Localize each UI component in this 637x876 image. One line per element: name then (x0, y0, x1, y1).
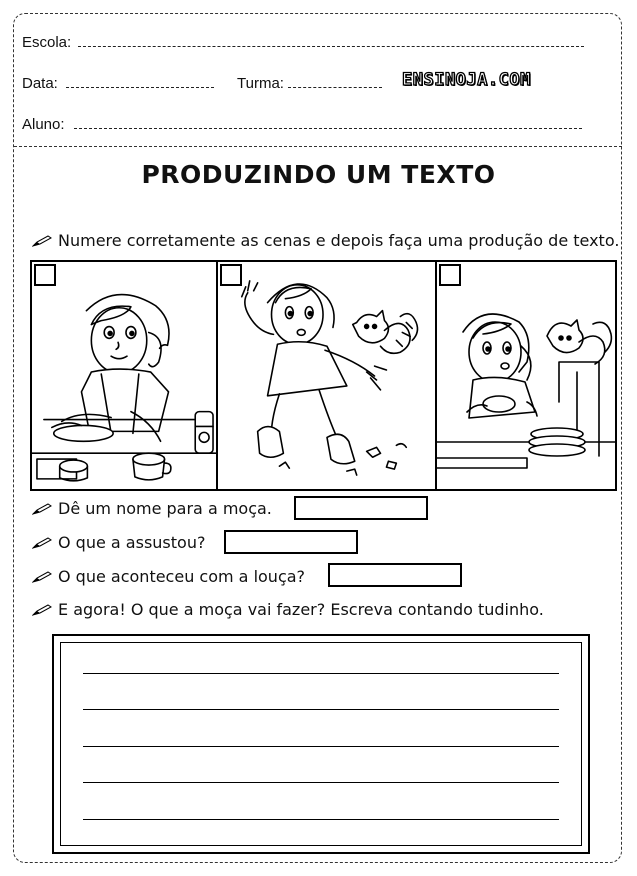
scenes-strip (30, 260, 617, 491)
pencil-icon (32, 235, 52, 247)
question-1 (32, 499, 272, 518)
question-4-text: E agora! O que a moça vai fazer? Escreva contando tudinho. (58, 600, 544, 619)
pencil-icon (32, 571, 52, 583)
instruction (32, 231, 619, 250)
page-title: PRODUZINDO UM TEXTO (141, 160, 496, 189)
scene-1-illustration (32, 262, 216, 489)
scene-3 (437, 262, 615, 489)
site-logo: ENSINOJA.COM (402, 70, 531, 90)
name-answer-box[interactable] (294, 496, 428, 520)
instruction-text: Numere corretamente as cenas e depois faça uma produção de texto. (58, 231, 620, 250)
date-field[interactable] (66, 87, 214, 88)
scene-3-illustration (437, 262, 615, 489)
scene-2 (218, 262, 437, 489)
question-1-text: Dê um nome para a moça. (58, 499, 272, 518)
writing-line[interactable] (83, 782, 559, 783)
pencil-icon (32, 503, 52, 515)
question-2 (32, 533, 205, 552)
question-3-text: O que aconteceu com a louça? (58, 567, 306, 586)
pencil-icon (32, 537, 52, 549)
pencil-icon (32, 604, 52, 616)
scene-1 (32, 262, 218, 489)
scene-2-number-box[interactable] (220, 264, 242, 286)
writing-line[interactable] (83, 819, 559, 820)
question-2-text: O que a assustou? (58, 533, 206, 552)
question-3 (32, 567, 305, 586)
writing-area[interactable] (52, 634, 590, 854)
class-field[interactable] (288, 87, 382, 88)
writing-line[interactable] (83, 746, 559, 747)
writing-line[interactable] (83, 673, 559, 674)
dishes-answer-box[interactable] (328, 563, 462, 587)
school-field[interactable] (78, 46, 584, 47)
writing-line[interactable] (83, 709, 559, 710)
student-field[interactable] (74, 128, 582, 129)
header-divider (14, 146, 622, 147)
writing-area-inner (60, 642, 582, 846)
scene-3-number-box[interactable] (439, 264, 461, 286)
school-label: Escola: (22, 34, 72, 51)
class-label: Turma: (237, 75, 284, 92)
student-label: Aluno: (22, 116, 65, 133)
date-label: Data: (22, 75, 58, 92)
scene-1-number-box[interactable] (34, 264, 56, 286)
scene-2-illustration (218, 262, 435, 489)
question-4 (32, 600, 544, 619)
scare-answer-box[interactable] (224, 530, 358, 554)
